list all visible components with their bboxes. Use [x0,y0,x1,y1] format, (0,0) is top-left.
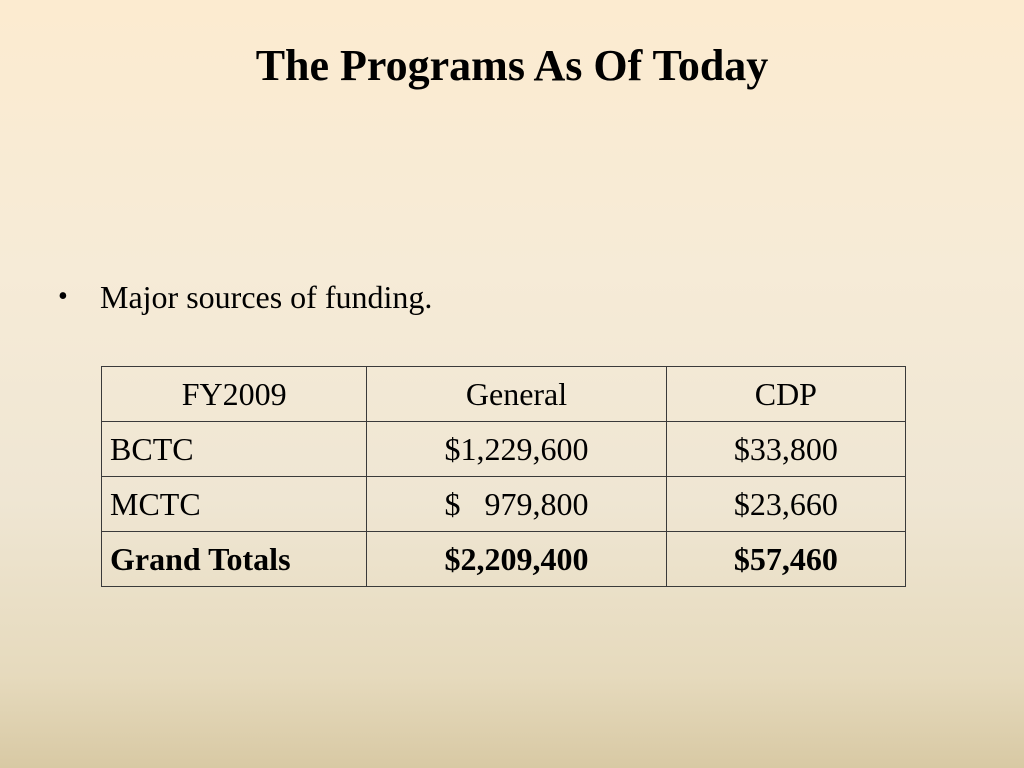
bullet-item [58,276,432,318]
table-total-row [102,532,906,587]
cdp-value: $33,800 [666,422,905,477]
row-label: BCTC [102,422,367,477]
cdp-value: $23,660 [666,477,905,532]
general-value: $1,229,600 [367,422,666,477]
bullet-text: Major sources of funding. [100,279,433,315]
general-total: $2,209,400 [367,532,666,587]
table-row [102,422,906,477]
funding-table [101,366,906,587]
table-row [102,477,906,532]
slide-title: The Programs As Of Today [255,41,769,90]
table-header-row [102,367,906,422]
total-label: Grand Totals [102,532,367,587]
header-fiscal-year: FY2009 [102,367,367,422]
general-value: $ 979,800 [367,477,666,532]
header-general: General [367,367,666,422]
cdp-total: $57,460 [666,532,905,587]
row-label: MCTC [102,477,367,532]
bullet-icon: • [58,281,68,312]
header-cdp: CDP [666,367,905,422]
